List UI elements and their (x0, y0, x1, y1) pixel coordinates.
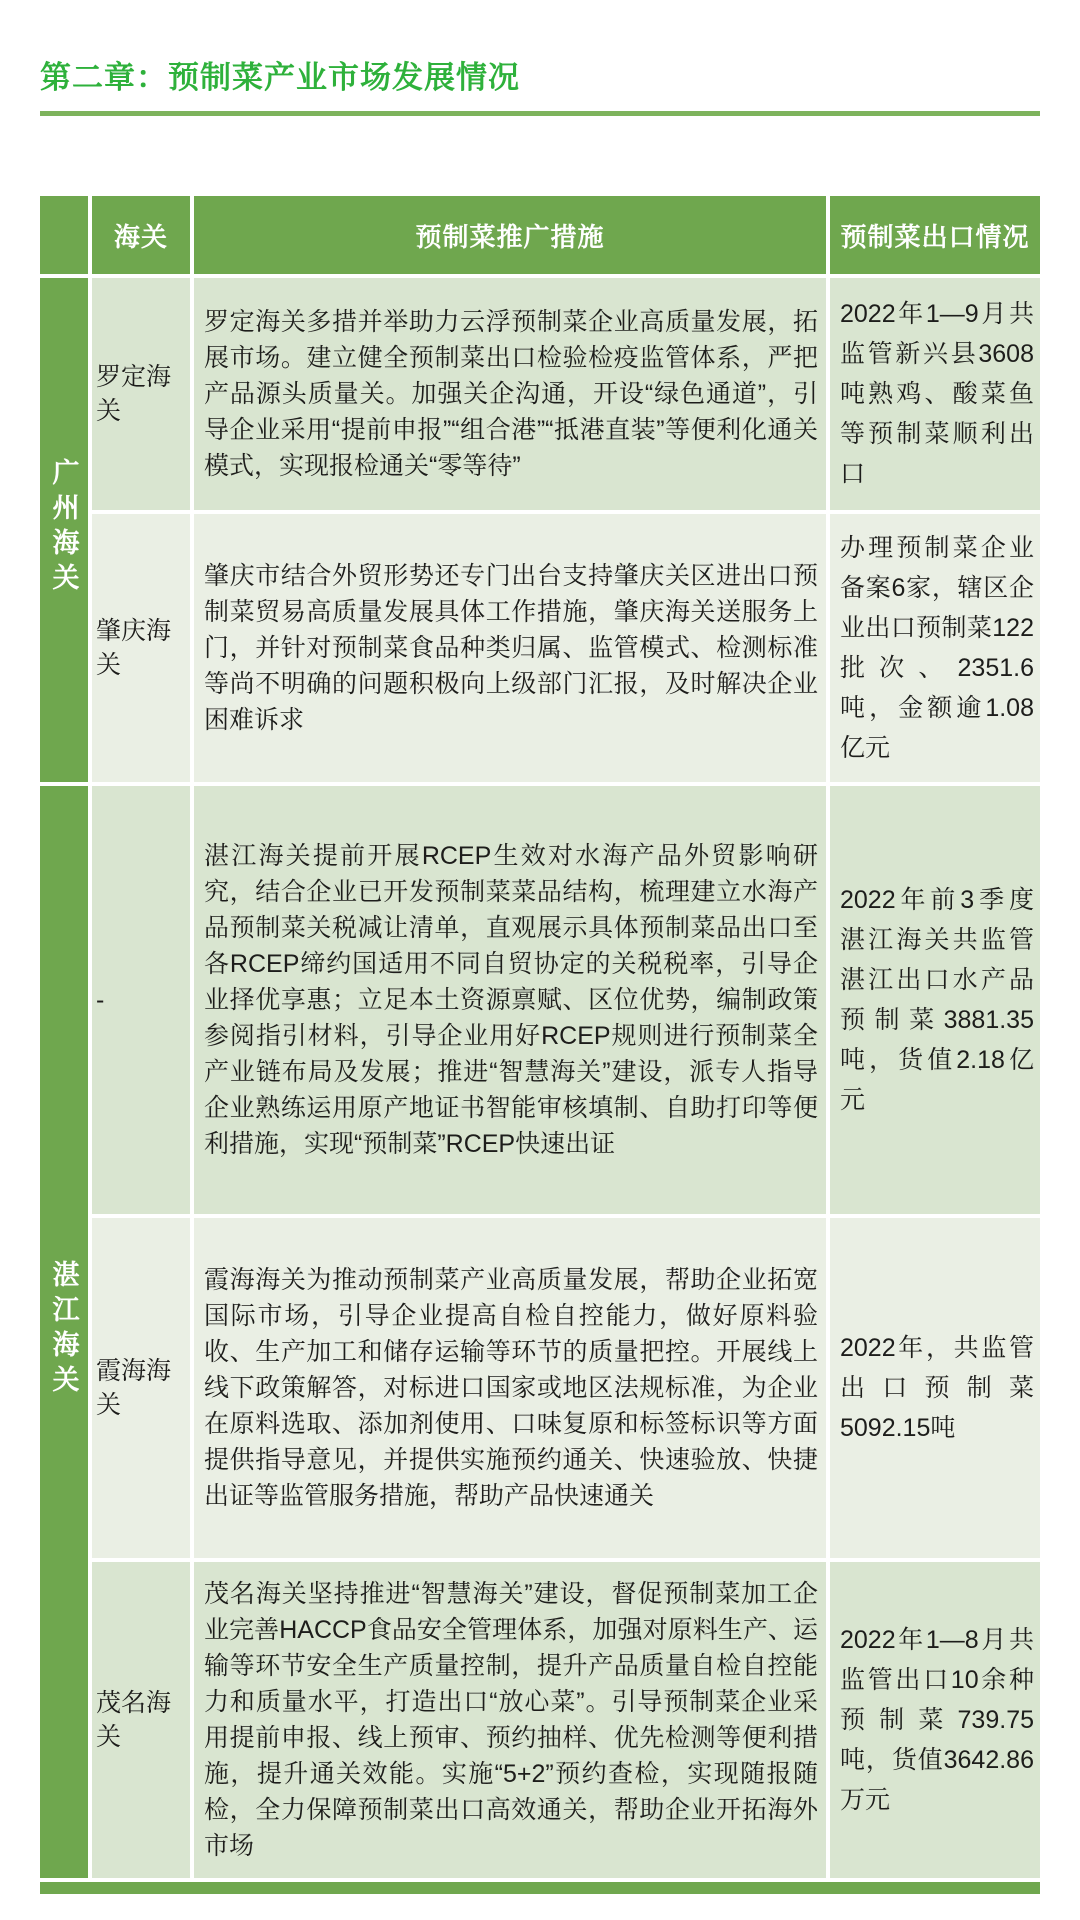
region-label-zhanjiang: 湛江海关 (48, 1259, 79, 1400)
export-cell: 2022年前3季度湛江海关共监管湛江出口水产品预制菜3881.35吨，货值2.18亿元 (830, 786, 1040, 1214)
region-label-guangzhou: 广州海关 (48, 457, 79, 598)
export-cell: 2022年，共监管出口预制菜5092.15吨 (830, 1218, 1040, 1558)
page-title: 第二章：预制菜产业市场发展情况 (40, 60, 520, 95)
customs-name-cell: 罗定海关 (92, 278, 190, 510)
measures-cell: 湛江海关提前开展RCEP生效对水海产品外贸影响研究，结合企业已开发预制菜菜品结构，梳理建立水海产品预制菜关税减让清单，直观展示具体预制菜品出口至各RCEP缔约国适用不同自贸协定的关税税率，引导企业择优享惠；立足本土资源禀赋、区位优势，编制政策参阅指引材料，引导企业用好RCEP规则进行预制菜全产业链布局及发展；推进“智慧海关”建设，派专人指导企业熟练运用原产地证书智能审核填制、自助打印等便利措施，实现“预制菜”RCEP快速出证 (194, 786, 826, 1214)
region-cell-guangzhou (40, 278, 88, 782)
table-row (40, 278, 1040, 510)
customs-name-cell: 茂名海关 (92, 1562, 190, 1878)
customs-name-cell: - (92, 786, 190, 1214)
measures-cell: 肇庆市结合外贸形势还专门出台支持肇庆关区进出口预制菜贸易高质量发展具体工作措施，肇庆海关送服务上门，并针对预制菜食品种类归属、监管模式、检测标准等尚不明确的问题积极向上级部门汇报，及时解决企业困难诉求 (194, 514, 826, 782)
export-cell: 2022年1—9月共监管新兴县3608吨熟鸡、酸菜鱼等预制菜顺利出口 (830, 278, 1040, 510)
title-underline-rule (40, 111, 1040, 116)
export-cell: 办理预制菜企业备案6家，辖区企业出口预制菜122批次、2351.6吨，金额逾1.08亿元 (830, 514, 1040, 782)
column-header-export: 预制菜出口情况 (830, 196, 1040, 274)
header-spacer-cell (40, 196, 88, 274)
region-cell-zhanjiang (40, 786, 88, 1878)
table-row (40, 1562, 1040, 1878)
measures-cell: 茂名海关坚持推进“智慧海关”建设，督促预制菜加工企业完善HACCP食品安全管理体系，加强对原料生产、运输等环节安全生产质量控制，提升产品质量自检自控能力和质量水平，打造出口“放心菜”。引导预制菜企业采用提前申报、线上预审、预约抽样、优先检测等便利措施，提升通关效能。实施“5+2”预约查检，实现随报随检，全力保障预制菜出口高效通关，帮助企业开拓海外市场 (194, 1562, 826, 1878)
measures-cell: 罗定海关多措并举助力云浮预制菜企业高质量发展，拓展市场。建立健全预制菜出口检验检疫监管体系，严把产品源头质量关。加强关企沟通，开设“绿色通道”，引导企业采用“提前申报”“组合港”“抵港直装”等便利化通关模式，实现报检通关“零等待” (194, 278, 826, 510)
measures-cell: 霞海海关为推动预制菜产业高质量发展，帮助企业拓宽国际市场，引导企业提高自检自控能力，做好原料验收、生产加工和储存运输等环节的质量把控。开展线上线下政策解答，对标进口国家或地区法规标准，为企业在原料选取、添加剂使用、口味复原和标签标识等方面提供指导意见，并提供实施预约通关、快速验放、快捷出证等监管服务措施，帮助产品快速通关 (194, 1218, 826, 1558)
table-footer-bar-row (40, 1882, 1040, 1894)
export-cell: 2022年1—8月共监管出口10余种预制菜739.75吨，货值3642.86万元 (830, 1562, 1040, 1878)
customs-export-table (36, 192, 1044, 1898)
customs-name-cell: 肇庆海关 (92, 514, 190, 782)
table-row (40, 1218, 1040, 1558)
table-row (40, 514, 1040, 782)
table-bottom-bar (40, 1882, 1040, 1894)
table-header-row (40, 196, 1040, 274)
column-header-customs: 海关 (92, 196, 190, 274)
customs-name-cell: 霞海海关 (92, 1218, 190, 1558)
table-row (40, 786, 1040, 1214)
column-header-measures: 预制菜推广措施 (194, 196, 826, 274)
